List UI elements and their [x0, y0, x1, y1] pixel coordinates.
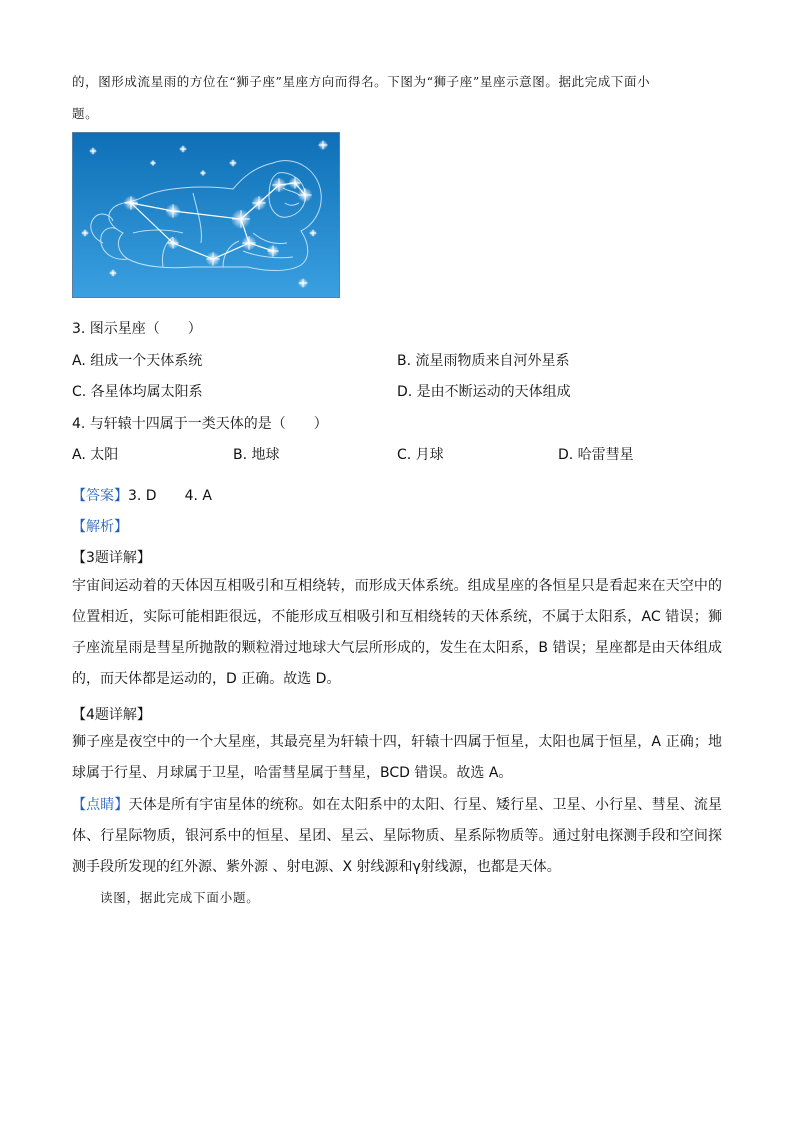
answer-label: 【答案】 — [72, 488, 128, 504]
intro-line-1: 的，图形成流星雨的方位在“狮子座”星座方向而得名。下图为“狮子座”星座示意图。据此完成下面小 — [72, 74, 651, 89]
tip-text: 天体是所有宇宙星体的统称。如在太阳系中的太阳、行星、矮行星、卫星、小行星、彗星、流星体、行星际物质，银河系中的恒星、星团、星云、星际物质、星系际物质等。通过射电探测手段和空间探测手段所发现的红外源、紫外源 、射电源、X 射线源和γ射线源，也都是天体。 — [72, 797, 723, 875]
detail-4-text: 狮子座是夜空中的一个大星座，其最亮星为轩辕十四，轩辕十四属于恒星，太阳也属于恒星，A 正确；地球属于行星、月球属于卫星，哈雷彗星属于彗星，BCD 错误。故选 A。 — [72, 734, 722, 781]
leo-constellation-illustration — [73, 133, 339, 297]
answer-line — [72, 485, 212, 505]
answer-value: 3. D 4. A — [128, 488, 212, 504]
next-section-intro: 读图，据此完成下面小题。 — [100, 890, 260, 905]
q3-option-c: C. 各星体均属太阳系 — [72, 384, 203, 400]
tip-paragraph — [72, 790, 722, 883]
q4-option-b: B. 地球 — [233, 447, 280, 463]
intro-paragraph — [72, 66, 722, 130]
detail-3-label: 【3题详解】 — [72, 550, 151, 566]
analysis-label: 【解析】 — [72, 519, 128, 535]
question-4-stem: 4. 与轩辕十四属于一类天体的是（ ） — [72, 416, 328, 432]
intro-line-2: 题。 — [72, 106, 99, 121]
question-3-stem: 3. 图示星座（ ） — [72, 321, 202, 337]
detail-4-label: 【4题详解】 — [72, 707, 151, 723]
q3-option-b: B. 流星雨物质来自河外星系 — [397, 353, 570, 369]
q4-option-d: D. 哈雷彗星 — [558, 447, 634, 463]
q3-option-a: A. 组成一个天体系统 — [72, 353, 203, 369]
tip-label: 【点睛】 — [72, 797, 129, 813]
q4-option-c: C. 月球 — [397, 447, 444, 463]
leo-constellation-figure — [72, 132, 340, 298]
q4-option-a: A. 太阳 — [72, 447, 119, 463]
detail-3-text: 宇宙间运动着的天体因互相吸引和互相绕转，而形成天体系统。组成星座的各恒星只是看起来在天空中的位置相近，实际可能相距很远，不能形成互相吸引和互相绕转的天体系统，不属于太阳系，AC 错误；狮子座流星雨是彗星所抛散的颗粒滑过地球大气层所形成的，发生在太阳系，B 错误；星座都是由天体组成的，而天体都是运动的，D 正确。故选 D。 — [72, 578, 722, 687]
q3-option-d: D. 是由不断运动的天体组成 — [397, 384, 571, 400]
